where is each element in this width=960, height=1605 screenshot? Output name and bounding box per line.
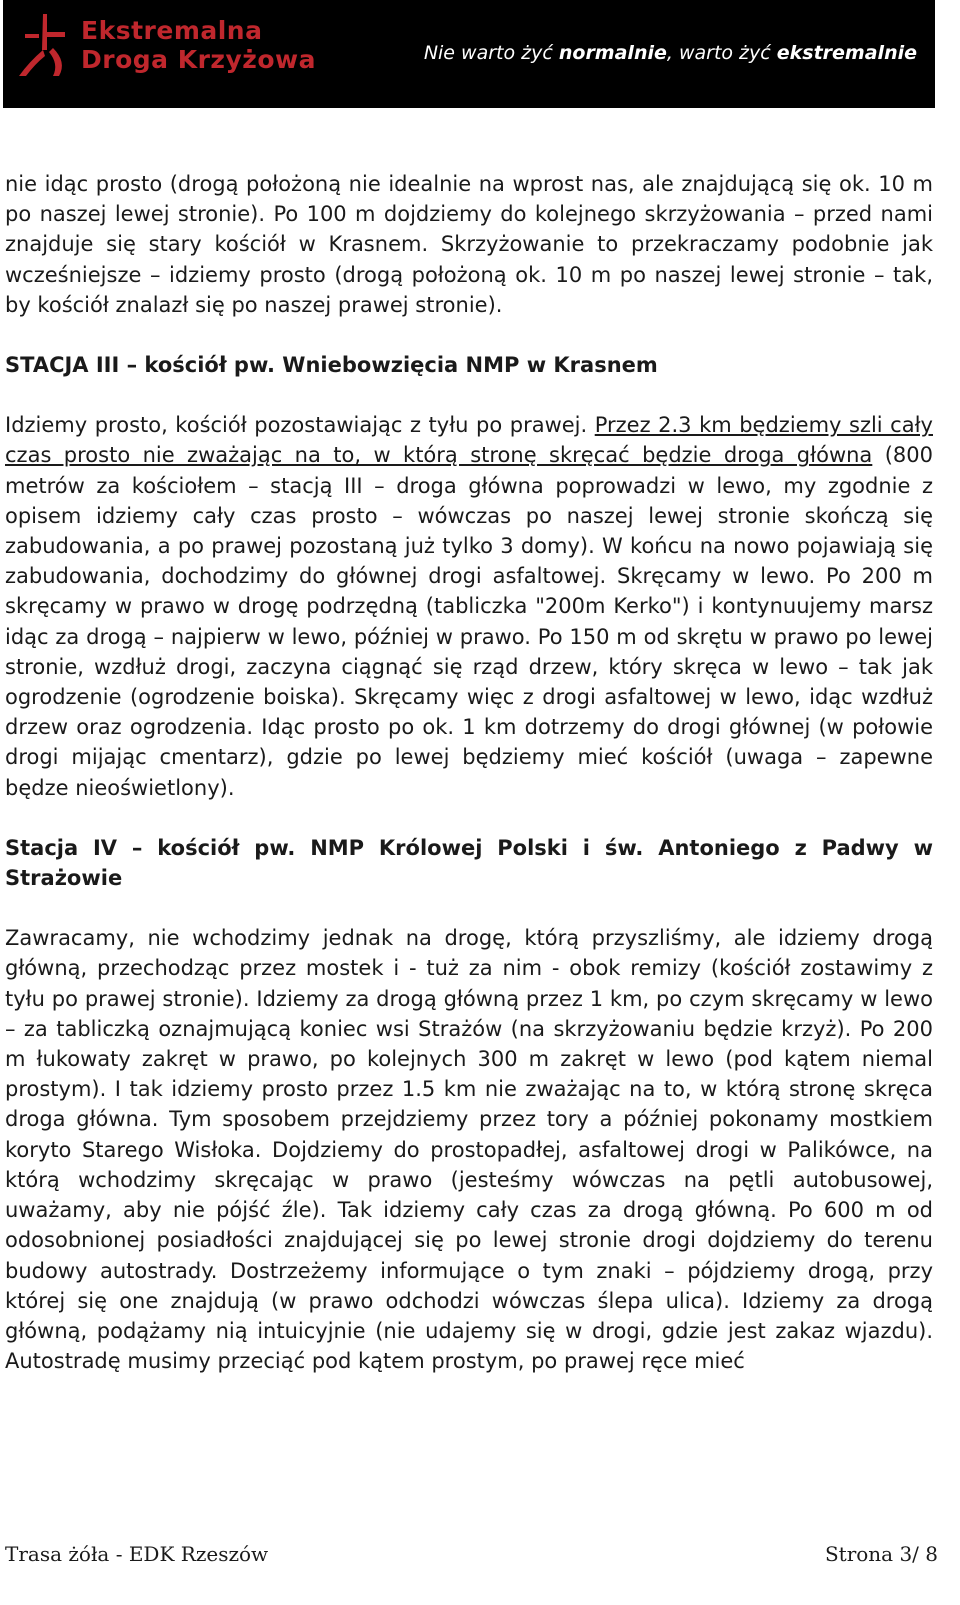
header-banner — [3, 0, 935, 108]
para2-rest: (800 metrów za kościołem – stacją III – droga główna poprowadzi w lewo, my zgodnie z opisem idziemy cały czas prosto – wówczas po naszej lewej stronie skończą się zabudowania, a po prawej pozostaną już tylko 3 domy). W końcu na nowo pojawiają się zabudowania, dochodzimy do głównej drogi asfaltowej. Skręcamy w lewo. Po 200 m skręcamy w prawo w drogę podrzędną (tabliczka "200m Kerko") i kontynuujemy marsz idąc za drogą – najpierw w lewo, później w prawo. Po 150 m od skrętu w prawo po lewej stronie, wzdłuż drogi, zaczyna ciągnąć się rząd drzew, który skręca w lewo – tak jak ogrodzenie (ogrodzenie boiska). Skręcamy więc z drogi asfaltowej w lewo, idąc wzdłuż drzew oraz ogrodzenia. Idąc prosto po ok. 1 km dotrzemy do drogi głównej (w połowie drogi mijając cmentarz), gdzie po lewej będziemy mieć kościół (uwaga – zapewne będze nieoświetlony). — [5, 443, 934, 800]
para2-underlined: Przez 2.3 km będziemy szli cały czas prosto nie zważając na to, w którą stronę skręcać będzie droga główna — [5, 413, 933, 468]
brand-line2: Droga Krzyżowa — [81, 45, 316, 74]
document-body — [5, 169, 933, 1376]
tagline-part2: , warto żyć — [666, 42, 777, 64]
cross-logo-icon — [13, 10, 73, 80]
station-3-heading: STACJA III – kościół pw. Wniebowzięcia NMP w Krasnem — [5, 353, 658, 378]
page-footer — [5, 1542, 938, 1570]
footer-title: Trasa żóła - EDK Rzeszów — [5, 1542, 269, 1566]
paragraph-station-4: Zawracamy, nie wchodzimy jednak na drogę, którą przyszliśmy, ale idziemy drogą główną, przechodząc przez mostek i - tuż za nim - obok remizy (kościół zostawimy z tyłu po prawej stronie). Idziemy za drogą główną przez 1 km, po czym skręcamy w lewo – za tabliczką oznajmującą koniec wsi Strażów (na skrzyżowaniu będzie krzyż). Po 200 m łukowaty zakręt w prawo, po kolejnych 300 m zakręt w lewo (pod kątem niemal prostym). I tak idziemy prosto przez 1.5 km nie zważając na to, w którą stronę skręca droga główna. Tym sposobem przejdziemy przez tory a później pokonamy mostkiem koryto Starego Wisłoka. Dojdziemy do prostopadłej, asfaltowej drogi w Palikówce, na którą wchodzimy skręcając w prawo (jesteśmy wówczas na pętli autobusowej, uważamy, aby nie pójść źle). Tak idziemy cały czas za drogą główną. Po 600 m od odosobnionej posiadłości znajdującej się po lewej stronie drogi dojdziemy do terenu budowy autostrady. Dostrzeżemy informujące o tym znaki – pójdziemy drogą, przy której się one znajdują (w prawo odchodzi wówczas ślepa ulica). Idziemy za drogą główną, podążamy nią intuicyjnie (nie udajemy się w drogi, gdzie jest zakaz wjazdu). Autostradę musimy przeciąć pod kątem prostym, po prawej ręce mieć — [5, 926, 933, 1374]
station-4-heading: Stacja IV – kościół pw. NMP Królowej Polski i św. Antoniego z Padwy w Strażowie — [5, 835, 933, 891]
brand-line1: Ekstremalna — [81, 16, 263, 45]
tagline-bold2: ekstremalnie — [776, 42, 917, 64]
tagline-part1: Nie warto żyć — [423, 42, 559, 64]
brand-name — [81, 16, 316, 74]
tagline — [424, 41, 917, 65]
paragraph-station-3 — [5, 410, 933, 803]
paragraph-intro: nie idąc prosto (drogą położoną nie idealnie na wprost nas, ale znajdującą się ok. 10 m po naszej lewej stronie). Po 100 m dojdziemy do kolejnego skrzyżowania – przed nami znajduje się stary kościół w Krasnem. Skrzyżowanie to przekraczamy podobnie jak wcześniejsze – idziemy prosto (drogą położoną ok. 10 m po naszej lewej stronie – tak, by kościół znalazł się po naszej prawej stronie). — [5, 172, 933, 317]
tagline-bold1: normalnie — [558, 42, 667, 64]
para2-start: Idziemy prosto, kościół pozostawiając z tyłu po prawej. — [5, 413, 595, 438]
page-number: Strona 3/ 8 — [824, 1542, 938, 1566]
